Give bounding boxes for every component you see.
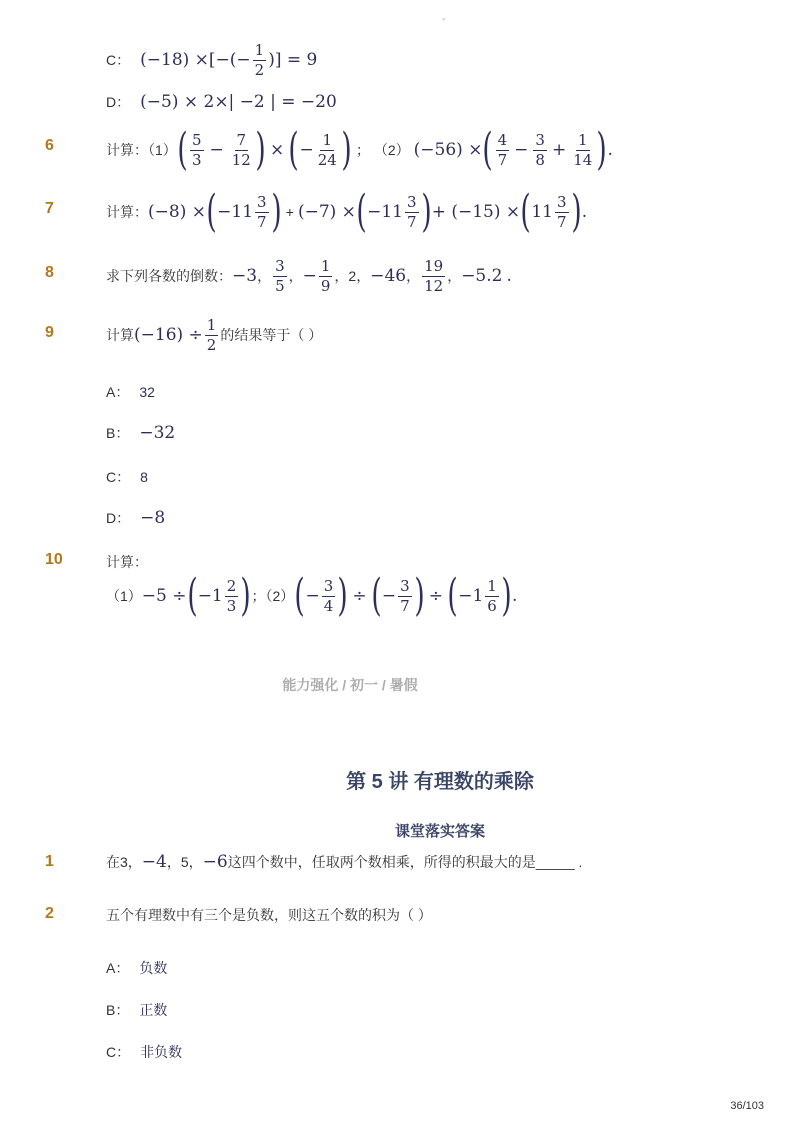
expr: (−8) × bbox=[148, 202, 206, 222]
q9-option-c[interactable] bbox=[106, 467, 148, 487]
fraction: $\frac{1}{2}$ bbox=[254, 41, 265, 79]
option-label: B： bbox=[106, 1002, 130, 1018]
option-value: −32 bbox=[139, 423, 176, 443]
fraction: $\frac{3}{7}$ bbox=[400, 577, 410, 615]
page-number: 36/103 bbox=[730, 1100, 764, 1112]
paren-open: ( bbox=[371, 570, 382, 621]
option-expr: (−5) × 2×| −2 | = −20 bbox=[140, 92, 337, 112]
paren-close: ) bbox=[341, 124, 352, 175]
text: 在3， bbox=[106, 854, 142, 870]
q9-option-d[interactable] bbox=[106, 508, 165, 528]
option-expr-end: )] = 9 bbox=[268, 50, 318, 70]
end-period: . bbox=[607, 140, 613, 160]
fraction: $\frac{3}{7}$ bbox=[257, 193, 267, 231]
part-label: （1） bbox=[106, 588, 142, 604]
value: −5.2 bbox=[461, 266, 503, 286]
mixed-whole: −11 bbox=[367, 202, 403, 222]
option-label: C： bbox=[106, 1044, 131, 1060]
fraction: $\frac{19}{12}$ bbox=[424, 257, 444, 295]
paren-close: ) bbox=[271, 186, 282, 237]
question-number: 9 bbox=[45, 324, 54, 341]
answer-question-1 bbox=[106, 852, 582, 872]
fraction: $\frac{1}{9}$ bbox=[320, 257, 331, 295]
fraction: $\frac{3}{7}$ bbox=[407, 193, 417, 231]
fraction: $\frac{2}{3}$ bbox=[226, 577, 237, 615]
a2-option-b[interactable] bbox=[106, 1000, 167, 1020]
end-period: . bbox=[506, 266, 512, 286]
value: −6 bbox=[202, 852, 228, 872]
option-label: C： bbox=[106, 469, 131, 485]
fraction: $\frac{3}{4}$ bbox=[323, 577, 334, 615]
option-value: 8 bbox=[140, 469, 148, 485]
q9-option-b[interactable] bbox=[106, 423, 175, 443]
expr: −5 ÷ bbox=[141, 586, 187, 606]
comma: ， bbox=[334, 268, 349, 284]
question-number: 8 bbox=[45, 264, 54, 281]
text: ，5， bbox=[166, 854, 203, 870]
value: −4 bbox=[141, 852, 167, 872]
answer-question-2 bbox=[106, 905, 432, 925]
mixed-whole: −11 bbox=[217, 202, 254, 222]
paren-open: ( bbox=[294, 570, 306, 621]
text: 这四个数中，任取两个数相乘，所得的积最大的是_____ . bbox=[227, 854, 583, 870]
paren-close: ) bbox=[501, 570, 512, 621]
paren-open: ( bbox=[288, 124, 300, 175]
option-value: 32 bbox=[139, 384, 155, 400]
operator: − bbox=[381, 586, 397, 606]
value: 2 bbox=[348, 268, 357, 284]
option-label: C： bbox=[106, 52, 131, 68]
question-text: 五个有理数中有三个是负数，则这五个数的积为（ ） bbox=[106, 907, 432, 923]
expr: (−16) ÷ bbox=[134, 325, 203, 345]
paren-close: ) bbox=[337, 570, 348, 621]
fraction: $\frac{7}{12}$ bbox=[231, 131, 251, 169]
option-value: 非负数 bbox=[140, 1044, 183, 1060]
paren-close: ) bbox=[414, 570, 425, 621]
section-title: 第 5 讲 有理数的乘除 bbox=[346, 771, 534, 793]
mixed-whole: −1 bbox=[197, 586, 223, 606]
q9-option-a[interactable] bbox=[106, 382, 155, 402]
question-9 bbox=[106, 317, 322, 353]
paren-close: ) bbox=[596, 124, 608, 175]
operator: × bbox=[270, 140, 285, 160]
question-7 bbox=[106, 186, 588, 237]
operator: − bbox=[514, 140, 529, 160]
question-number: 7 bbox=[45, 200, 54, 217]
question-suffix: 的结果等于（ ） bbox=[220, 327, 323, 343]
question-prefix: 求下列各数的倒数： bbox=[106, 268, 232, 284]
question-prefix: 计算： bbox=[106, 204, 148, 220]
expr: + (−15) × bbox=[431, 202, 521, 222]
fraction: $\frac{4}{7}$ bbox=[497, 131, 508, 169]
option-label: A： bbox=[106, 384, 130, 400]
paren-open: ( bbox=[356, 186, 367, 237]
a2-option-a[interactable] bbox=[106, 958, 167, 978]
question-prefix: 计算 bbox=[106, 327, 134, 343]
comma: ， bbox=[288, 268, 303, 284]
fraction: $\frac{3}{8}$ bbox=[535, 131, 545, 169]
comma: ， bbox=[447, 268, 462, 284]
option-value: 正数 bbox=[139, 1002, 168, 1018]
top-mark: - bbox=[442, 14, 446, 25]
comma: ， bbox=[406, 268, 421, 284]
q5-option-c[interactable] bbox=[106, 42, 317, 78]
paren-open: ( bbox=[186, 570, 198, 621]
footer-note: 能力强化 / 初一 / 暑假 bbox=[282, 677, 418, 693]
comma: ， bbox=[257, 268, 272, 284]
fraction: $\frac{1}{14}$ bbox=[573, 131, 593, 169]
option-label: A： bbox=[106, 960, 130, 976]
operator: − bbox=[302, 266, 317, 286]
paren-close: ) bbox=[255, 124, 266, 175]
operator: − bbox=[209, 140, 224, 160]
fraction: $\frac{3}{5}$ bbox=[275, 257, 285, 295]
question-number: 1 bbox=[45, 853, 54, 870]
question-prefix: 计算：（1） bbox=[106, 142, 177, 158]
operator: − bbox=[299, 140, 314, 160]
question-10-body bbox=[106, 570, 518, 621]
fraction: $\frac{1}{2}$ bbox=[206, 316, 217, 354]
paren-close: ) bbox=[570, 186, 582, 237]
operator: − bbox=[305, 586, 320, 606]
mixed-whole: 11 bbox=[531, 202, 553, 222]
value: −46 bbox=[370, 266, 407, 286]
question-10-title bbox=[106, 552, 148, 572]
operator: ÷ bbox=[352, 586, 367, 606]
question-6 bbox=[106, 124, 613, 175]
paren-close: ) bbox=[420, 186, 432, 237]
section-subtitle: 课堂落实答案 bbox=[394, 823, 485, 840]
separator-text: ； （2） bbox=[355, 142, 410, 158]
paren-close: ) bbox=[240, 570, 252, 621]
paren-open: ( bbox=[206, 186, 217, 237]
option-expr: (−18) ×[−(− bbox=[140, 50, 251, 70]
option-label: D： bbox=[106, 510, 131, 526]
comma: ， bbox=[356, 268, 371, 284]
option-value: 负数 bbox=[139, 960, 168, 976]
question-prefix: 计算： bbox=[106, 554, 148, 570]
q5-option-d[interactable] bbox=[106, 92, 337, 112]
operator: ÷ bbox=[428, 586, 444, 606]
question-number: 6 bbox=[45, 137, 54, 154]
fraction: $\frac{1}{24}$ bbox=[317, 131, 337, 169]
end-period: . bbox=[512, 586, 518, 606]
paren-open: ( bbox=[482, 124, 494, 175]
question-8 bbox=[106, 258, 512, 294]
option-label: D： bbox=[106, 94, 131, 110]
question-number: 10 bbox=[45, 551, 63, 568]
operator: + bbox=[551, 140, 567, 160]
end-period: . bbox=[581, 202, 588, 222]
operator: + bbox=[285, 204, 294, 220]
mixed-whole: −1 bbox=[458, 586, 484, 606]
expr: (−7) × bbox=[297, 202, 356, 222]
option-label: B： bbox=[106, 425, 130, 441]
paren-open: ( bbox=[447, 570, 458, 621]
expr: (−56) × bbox=[413, 140, 483, 160]
paren-open: ( bbox=[177, 124, 188, 175]
fraction: $\frac{3}{7}$ bbox=[556, 193, 567, 231]
question-number: 2 bbox=[45, 905, 54, 922]
fraction: $\frac{5}{3}$ bbox=[191, 131, 202, 169]
fraction: $\frac{1}{6}$ bbox=[487, 577, 497, 615]
value: −3 bbox=[232, 266, 258, 286]
paren-open: ( bbox=[520, 186, 531, 237]
part-label: ；（2） bbox=[251, 588, 295, 604]
a2-option-c[interactable] bbox=[106, 1042, 182, 1062]
option-value: −8 bbox=[140, 508, 166, 528]
